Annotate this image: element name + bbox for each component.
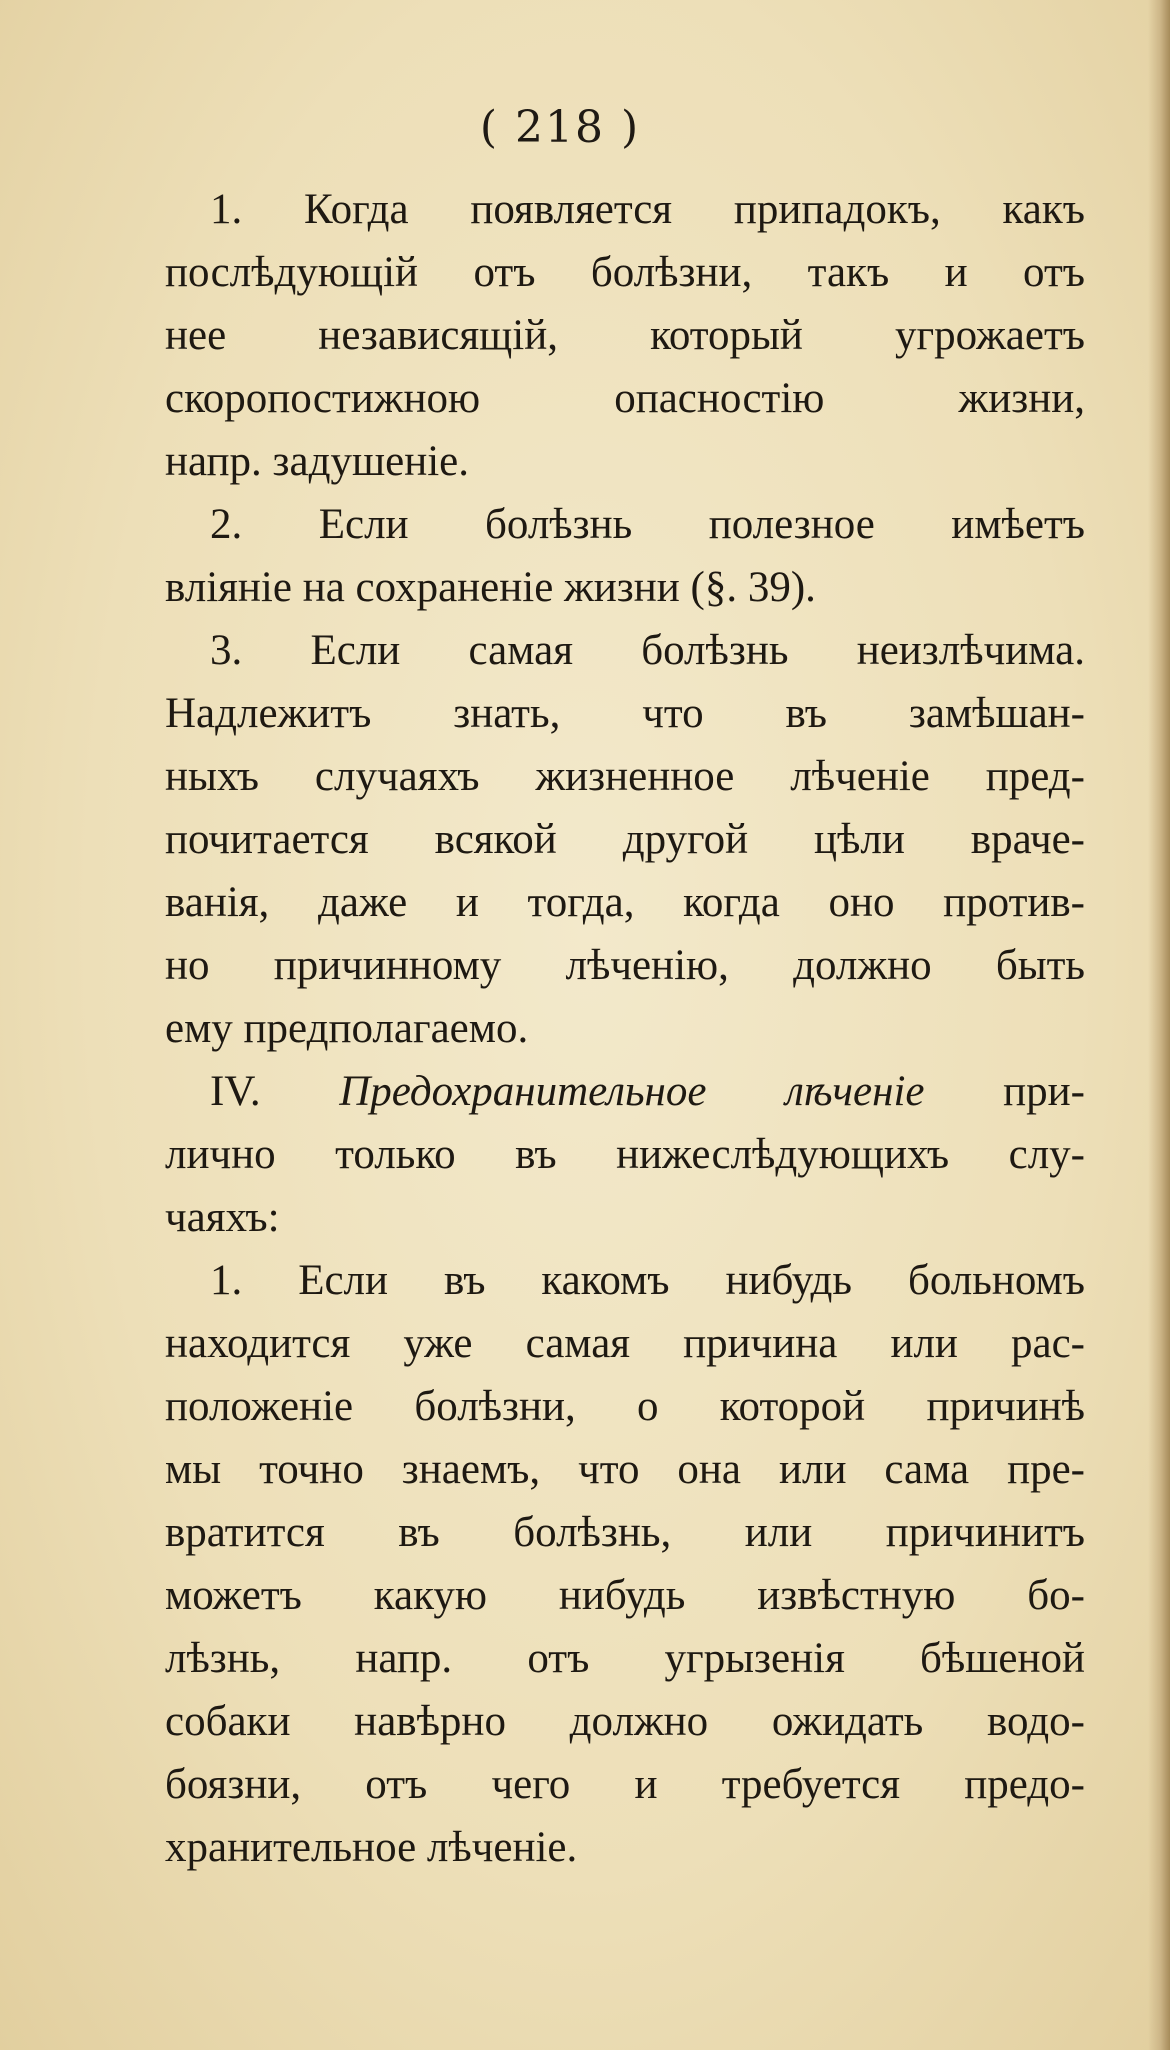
text-line: Надлежитъ знать, что въ замѣшан- bbox=[165, 690, 1085, 737]
body-text bbox=[165, 178, 1085, 1879]
text-line: собаки навѣрно должно ожидать водо- bbox=[165, 1698, 1085, 1745]
text-line: вліяніе на сохраненіе жизни (§. 39). bbox=[165, 564, 816, 611]
page-edge-shadow bbox=[1148, 0, 1170, 2050]
text-line: почитается всякой другой цѣли враче- bbox=[165, 816, 1085, 863]
text-line: 3. Если самая болѣзнь неизлѣчима. bbox=[210, 627, 1085, 674]
section-numeral: IV. bbox=[210, 1068, 340, 1115]
text-line: ныхъ случаяхъ жизненное лѣченіе пред- bbox=[165, 753, 1085, 800]
text-line: но причинному лѣченію, должно быть bbox=[165, 942, 1085, 989]
page-number: ( 218 ) bbox=[479, 102, 641, 153]
text-line: лично только въ нижеслѣдующихъ слу- bbox=[165, 1131, 1085, 1178]
text-line: вратится въ болѣзнь, или причинитъ bbox=[165, 1509, 1085, 1556]
text-line: 2. Если болѣзнь полезное имѣетъ bbox=[210, 501, 1085, 548]
text-line: 1. Если въ какомъ нибудь больномъ bbox=[210, 1257, 1085, 1304]
text-line: ванія, даже и тогда, когда оно против- bbox=[165, 879, 1085, 926]
text-line bbox=[165, 1060, 1085, 1123]
text-line: ему предполагаемо. bbox=[165, 1005, 529, 1052]
text-line: чаяхъ: bbox=[165, 1194, 280, 1241]
text-line: напр. задушеніе. bbox=[165, 438, 469, 485]
text-line: положеніе болѣзни, о которой причинѣ bbox=[165, 1383, 1085, 1430]
text-line: скоропостижною опасностію жизни, bbox=[165, 375, 1085, 422]
text-line: боязни, отъ чего и требуется предо- bbox=[165, 1761, 1085, 1808]
text-line: находится уже самая причина или рас- bbox=[165, 1320, 1085, 1367]
text-line: мы точно знаемъ, что она или сама пре- bbox=[165, 1446, 1085, 1493]
text-line: 1. Когда появляется припадокъ, какъ bbox=[210, 186, 1085, 233]
text-line: можетъ какую нибудь извѣстную бо- bbox=[165, 1572, 1085, 1619]
text-line: хранительное лѣченіе. bbox=[165, 1824, 578, 1871]
text-line: нее независящій, который угрожаетъ bbox=[165, 312, 1085, 359]
text-line: лѣзнь, напр. отъ угрызенія бѣшеной bbox=[165, 1635, 1085, 1682]
text-line: послѣдующій отъ болѣзни, такъ и отъ bbox=[165, 249, 1085, 296]
section-heading-continuation: при- bbox=[924, 1068, 1085, 1115]
section-heading: Предохранительное лѣченіе bbox=[339, 1068, 925, 1115]
